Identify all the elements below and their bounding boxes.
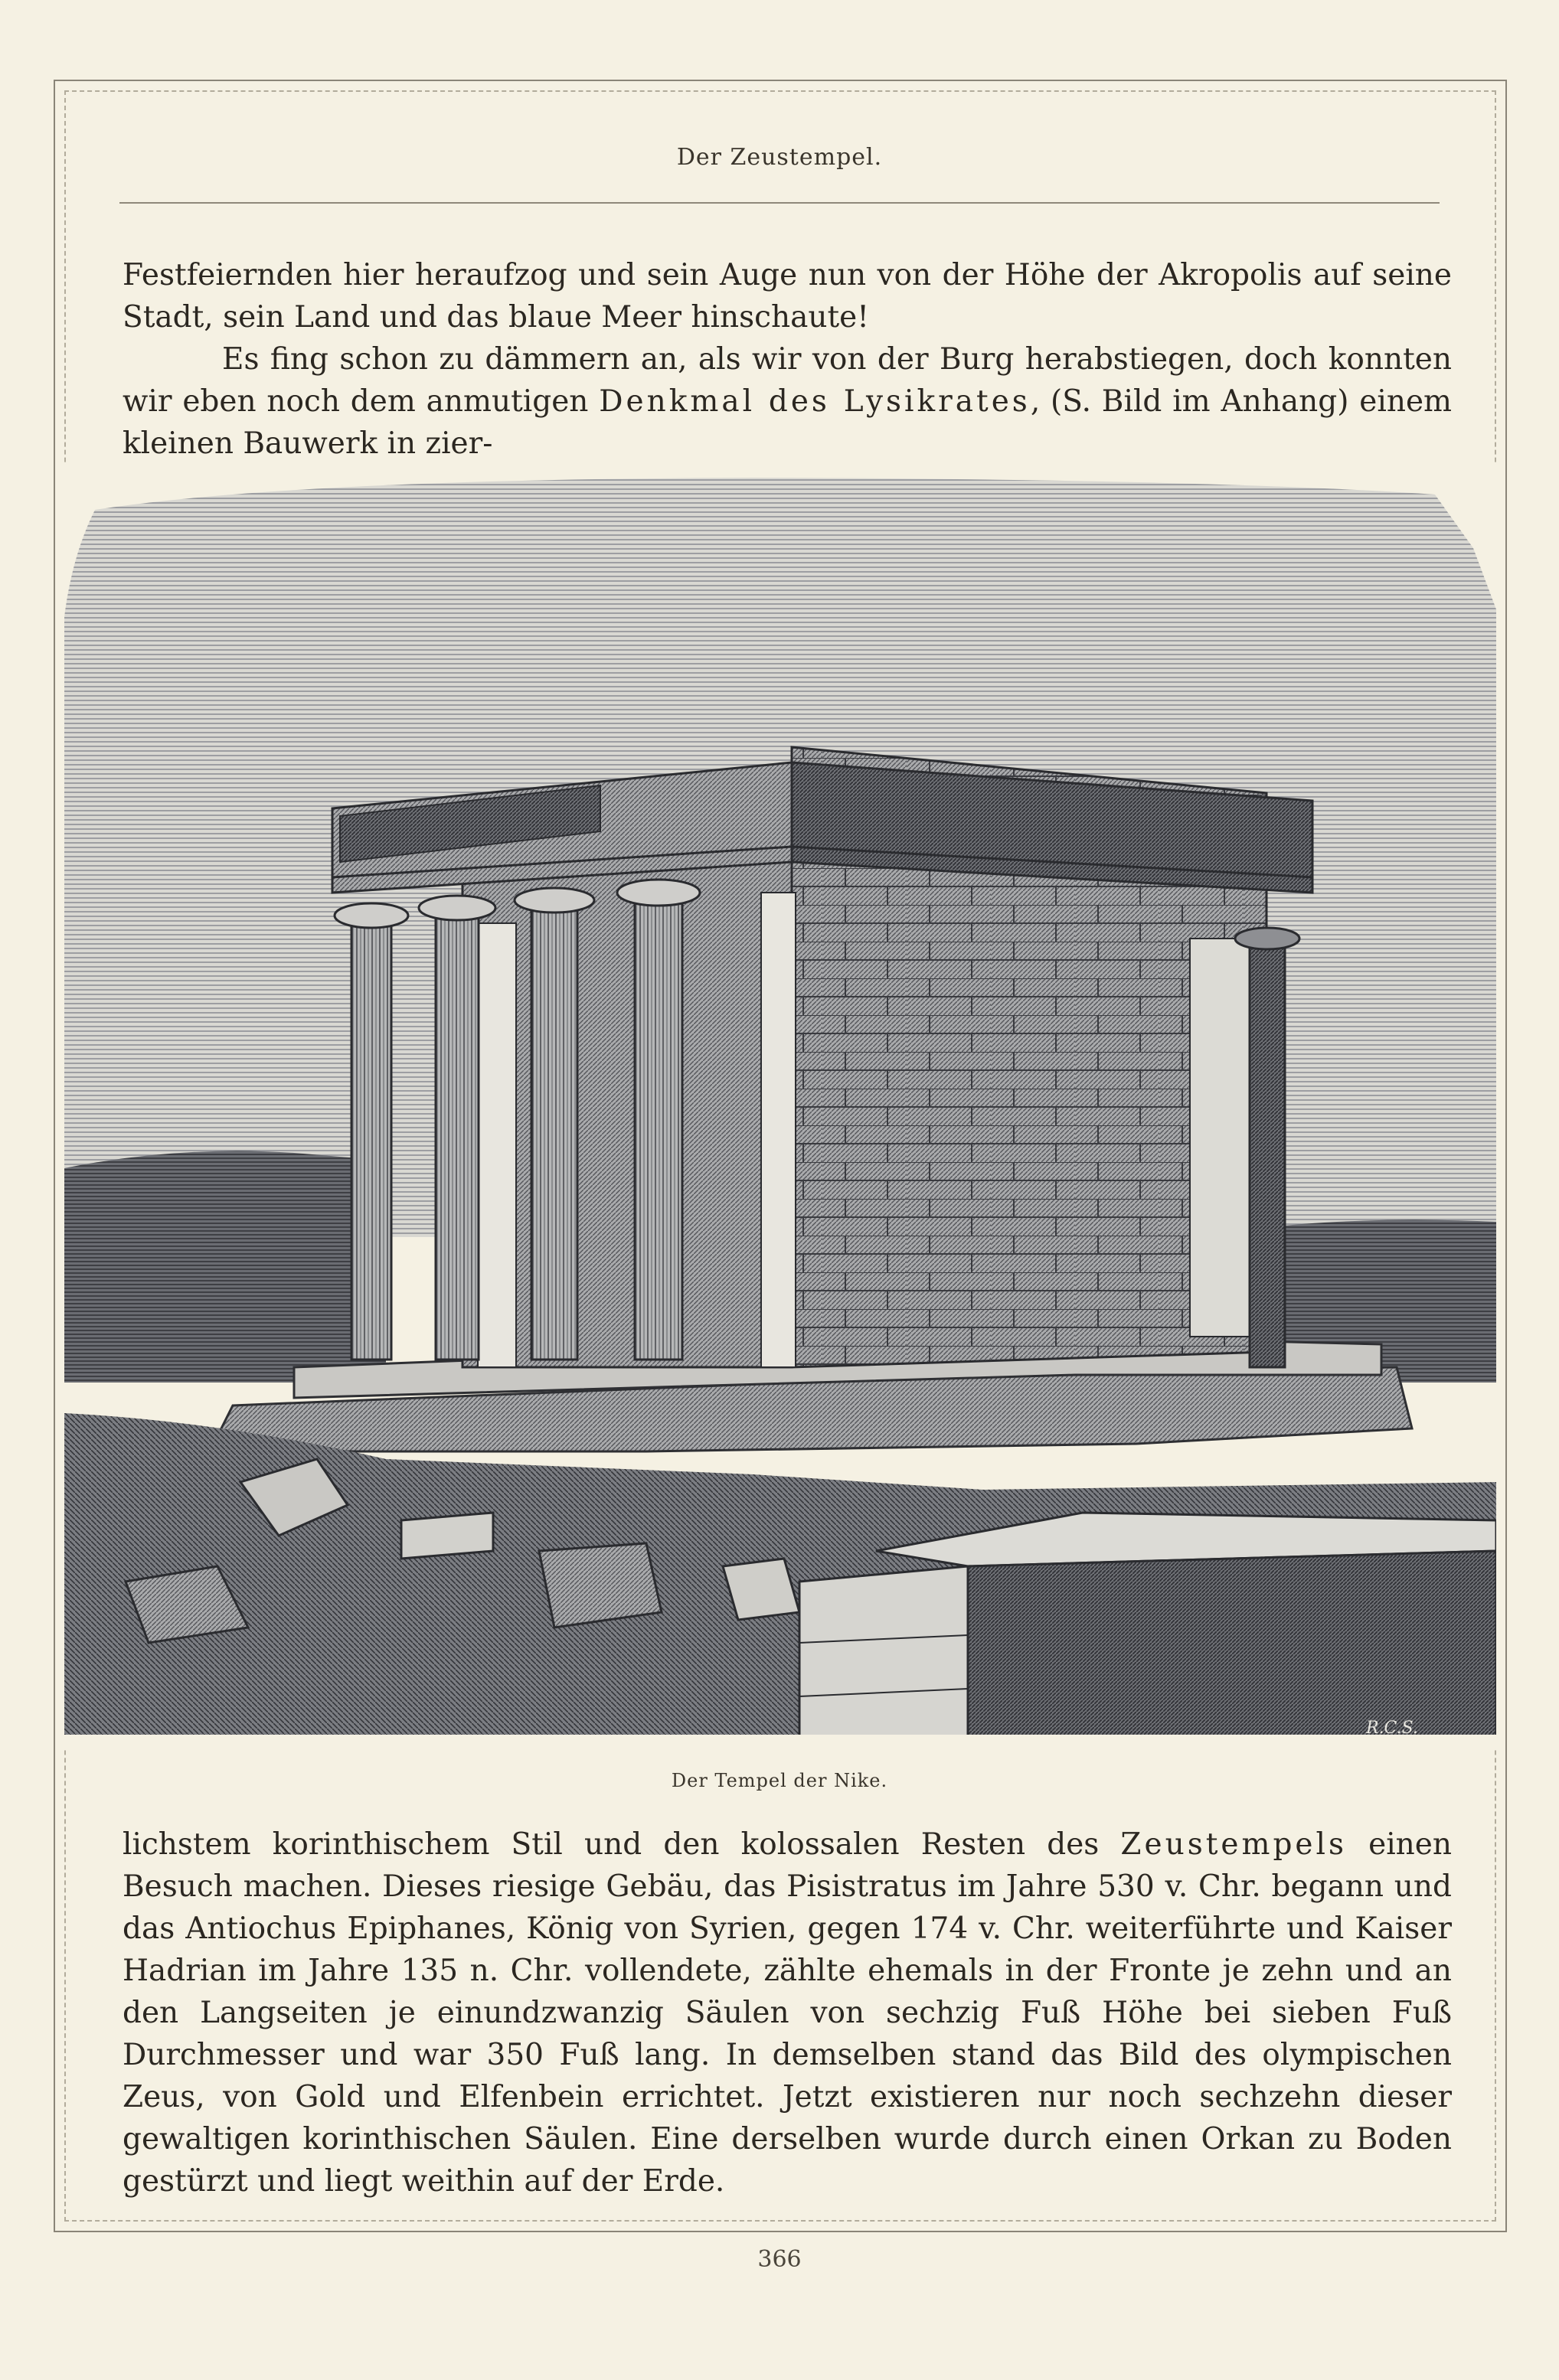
foreground-wall-face (799, 1566, 968, 1750)
temple-engraving (64, 464, 1496, 1750)
paragraph-2-spaced: Denkmal des Lysikrates (599, 384, 1031, 419)
rear-column (1250, 939, 1285, 1367)
capital-3 (515, 888, 594, 912)
column-1 (351, 916, 391, 1360)
running-head: Der Zeustempel. (676, 144, 883, 171)
column-2 (436, 908, 479, 1360)
paragraph-3-spaced: Zeustempels (1120, 1827, 1347, 1862)
column-4 (635, 893, 682, 1360)
engraving-svg (64, 464, 1496, 1750)
rear-capital (1235, 928, 1299, 949)
paragraph-3-part1: lichstem korinthischem Stil und den kolossalen Resten des (123, 1827, 1121, 1862)
engraver-signature: R.C.S. (1366, 1719, 1418, 1738)
page-number: 366 (757, 2246, 802, 2273)
top-text-block (123, 254, 1452, 465)
paragraph-3 (123, 1823, 1452, 2202)
capital-4 (617, 880, 700, 906)
column-3 (531, 900, 577, 1360)
paragraph-1: Festfeiernden hier heraufzog und sein Auge nun von der Höhe der Akropolis auf seine Stadt, sein Land und das blaue Meer hinschaute! (123, 258, 1452, 335)
header-rule (119, 202, 1440, 204)
paragraph-2-end: , (S. Bild im Anhang) einem kleinen Bauwerk in zier- (123, 384, 1453, 461)
bottom-text-block (123, 1823, 1452, 2202)
distant-hills (64, 1151, 386, 1383)
paragraph-2 (123, 338, 1452, 465)
capital-1 (335, 903, 408, 928)
fallen-block-3 (539, 1543, 662, 1627)
capital-2 (419, 896, 495, 920)
front-anta-right (761, 893, 796, 1367)
paragraph-2-start: Es fing schon zu dämmern an, als wir von der Burg herabstiegen, doch konnten wir eben noch dem anmutigen (123, 342, 1452, 419)
paragraph-3-part2: einen Besuch machen. Dieses riesige Gebäu, das Pisistratus im Jahre 530 v. Chr. begann und das Antiochus Epiphanes, König von Syrien, gegen 174 v. Chr. weiterführte und Kaiser Hadrian im Jahre 135 n. Chr. vollendete, zählte ehemals in der Fronte je zehn und an den Langseiten je einundzwanzig Säulen von sechzig Fuß Höhe bei sieben Fuß Durchmesser und war 350 Fuß lang. In demselben stand das Bild des olympischen Zeus, von Gold und Elfenbein errichtet. Jetzt existieren nur noch sechzehn dieser gewaltigen korinthischen Säulen. Eine derselben wurde durch einen Orkan zu Boden gestürzt und liegt weithin auf der Erde. (123, 1827, 1452, 2199)
fallen-block-2 (401, 1513, 493, 1559)
front-anta-left (478, 923, 516, 1367)
figure-caption: Der Tempel der Nike. (671, 1770, 888, 1791)
right-opening (1190, 939, 1251, 1337)
